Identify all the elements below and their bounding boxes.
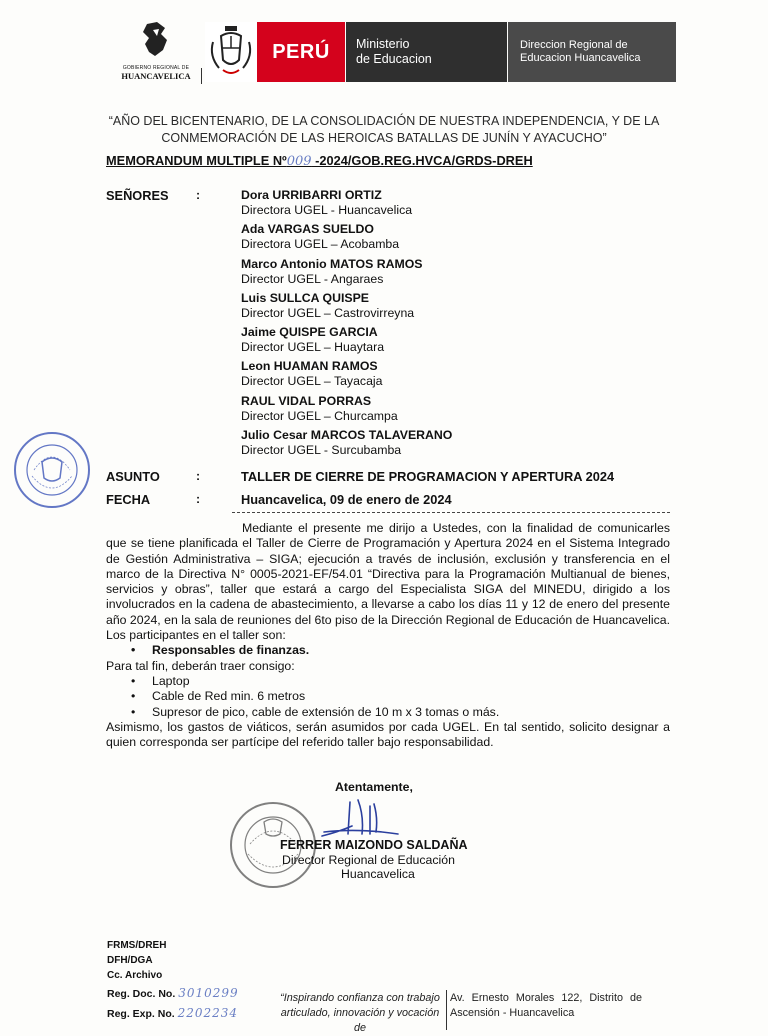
reg-doc [107,986,239,1000]
senores-label: SEÑORES [106,188,169,203]
ref-line: DFH/DGA [107,955,153,966]
recipient-role: Director UGEL - Angaraes [241,271,384,286]
regional-government-logo [110,20,202,81]
fecha-colon: : [196,492,201,506]
memo-title [106,153,533,169]
bring-item: • Cable de Red min. 6 metros [106,689,670,704]
quote-line1: “Inspirando confianza con trabajo [280,992,440,1004]
signatory-title: Director Regional de Educación [282,853,455,867]
official-round-stamp-icon [12,430,92,510]
quote-line2: articulado, innovación y vocación de [280,1007,440,1034]
footer-quote [276,991,444,1036]
recipient-role: Directora UGEL – Acobamba [241,237,400,252]
signatory-name: FERRER MAIZONDO SALDAÑA [280,838,468,852]
reg-doc-label: Reg. Doc. No. [107,988,176,1000]
dre-banner [508,22,676,82]
reference-initials [107,938,166,983]
peru-coat-of-arms-icon [205,22,257,82]
recipient-role: Director UGEL - Surcubamba [241,443,402,458]
dre-line2: Educacion Huancavelica [520,52,641,64]
ministerio-line2: de Educacion [356,52,432,66]
recipient [241,188,452,222]
recipient-role: Directora UGEL - Huancavelica [241,203,413,217]
separator-line [232,512,670,513]
bring-item: • Supresor de pico, cable de extensión de 10 m x 3 tomas o más. [106,705,670,720]
memo-prefix: MEMORANDUM MULTIPLE Nº [106,153,287,168]
recipient-name: Jaime QUISPE GARCIA [241,325,378,340]
address-line1: Av. Ernesto Morales 122, Distrito de [450,992,642,1004]
fecha-label: FECHA [106,492,151,507]
recipients-list [241,188,452,462]
recipient-name: Leon HUAMAN RAMOS [241,359,378,374]
reg-doc-value: 3010299 [178,986,239,1000]
recipient-name: Julio Cesar MARCOS TALAVERANO [241,428,453,443]
logo-line1: GOBIERNO REGIONAL DE [122,65,190,71]
peru-banner: PERÚ [257,22,345,82]
recipient-name: RAUL VIDAL PORRAS [241,393,372,408]
dre-line1: Direccion Regional de [520,39,628,51]
ministerio-line1: Ministerio [356,37,410,51]
recipient [241,291,452,325]
regional-government-logo-icon [137,20,175,60]
bring-intro: Para tal fin, deberán traer consigo: [106,658,295,673]
logo-line2: HUANCAVELICA [121,71,191,81]
recipient-role: Director UGEL – Castrovirreyna [241,305,415,320]
memo-suffix: -2024/GOB.REG.HVCA/GRDS-DREH [311,153,533,168]
header-divider [201,68,202,84]
recipient [241,222,452,256]
address-line2: Ascensión - Huancavelica [450,1007,575,1019]
ministerio-banner [346,22,507,82]
recipient-name: Ada VARGAS SUELDO [241,222,375,237]
recipient [241,325,452,359]
body-paragraph: Mediante el presente me dirijo a Ustedes, con la finalidad de comunicarles que se tiene planificada el Taller de Cierre de Programación y Apertura 2024 en el Sistema Integrado de Gestión Administrativa – SIGA; ejecución a través de inclusión, exclusión y transferencia en el marco de la Directiva N° 0005-2021-EF/54.01 “Directiva para la Programación Multianual de bienes, servicios y obras”, taller que estará a cargo del Especialista SIGA del MINEDU, dirigido a los involucrados en la cadena de abastecimiento, a llevarse a cabo los días 11 y 12 de enero del presente año 2024, en la sala de reuniones del 6to piso de la Dirección Regional de Educación de Huancavelica. [106,521,670,627]
recipient [241,359,452,393]
recipient [241,394,452,428]
memo-body [106,521,670,750]
ref-line: FRMS/DREH [107,940,167,951]
memo-number: 009 [286,154,312,169]
participants-intro: Los participantes en el taller son: [106,628,286,643]
recipient-name: Luis SULLCA QUISPE [241,290,369,305]
ref-line: Cc. Archivo [107,970,163,981]
recipient-role: Director UGEL – Churcampa [241,408,398,423]
reg-exp-label: Reg. Exp. No. [107,1008,175,1020]
fecha-value: Huancavelica, 09 de enero de 2024 [241,492,452,507]
senores-colon: : [196,188,201,202]
year-name-line1: “AÑO DEL BICENTENARIO, DE LA CONSOLIDACIÓN DE NUESTRA INDEPENDENCIA, Y DE LA [108,114,660,128]
reg-exp [107,1006,238,1020]
recipient [241,257,452,291]
year-name-line2: CONMEMORACIÓN DE LAS HEROICAS BATALLAS DE JUNÍN Y AYACUCHO” [161,131,607,145]
signatory-place: Huancavelica [341,867,415,881]
asunto-label: ASUNTO [106,469,160,484]
handwritten-signature [318,796,408,844]
asunto-value: TALLER DE CIERRE DE PROGRAMACION Y APERTURA 2024 [241,469,615,484]
recipient [241,428,452,462]
footer-divider [446,990,447,1030]
atentamente: Atentamente, [335,780,413,794]
asunto-colon: : [196,469,201,483]
recipient-name: Dora URRIBARRI ORTIZ [241,188,382,202]
recipient-role: Director UGEL – Huaytara [241,340,385,355]
footer-address [450,991,642,1021]
reg-exp-value: 2202234 [177,1006,239,1020]
recipient-role: Director UGEL – Tayacaja [241,374,383,389]
closing-paragraph: Asimismo, los gastos de viáticos, serán asumidos por cada UGEL. En tal sentido, solicito designar a quien corresponda ser partícipe del referido taller bajo responsabilidad. [106,719,670,750]
participant-item: • Responsables de finanzas. [106,643,670,658]
year-name [100,113,668,147]
bring-item: • Laptop [106,674,670,689]
recipient-name: Marco Antonio MATOS RAMOS [241,256,423,271]
